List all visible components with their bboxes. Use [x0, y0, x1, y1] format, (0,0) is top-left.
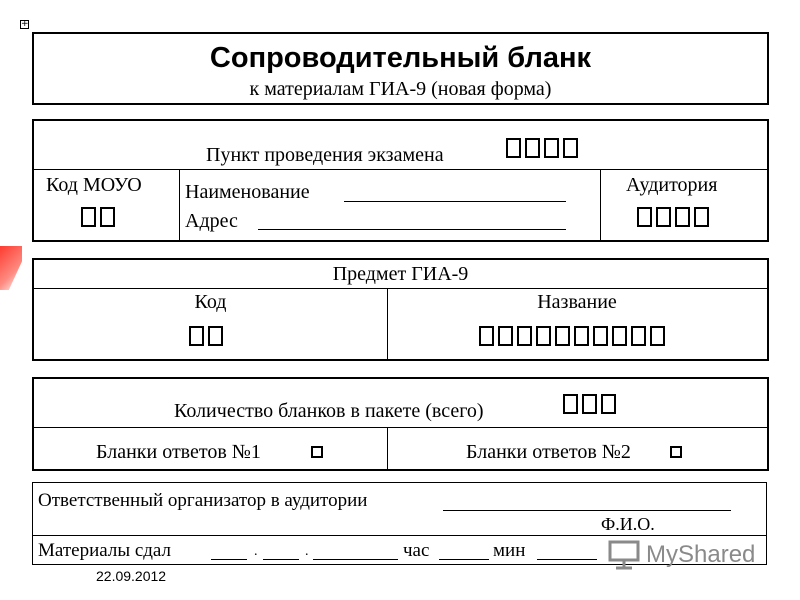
footer-date: 22.09.2012 — [96, 568, 167, 584]
name-cell[interactable] — [498, 326, 513, 346]
count-block — [32, 377, 769, 471]
subject-code-boxes[interactable] — [189, 326, 223, 346]
subject-block — [32, 258, 769, 361]
moyo-code-boxes[interactable] — [81, 207, 115, 227]
date-day-field[interactable] — [211, 559, 247, 560]
subject-name-label: Название — [537, 291, 617, 313]
name-cell[interactable] — [593, 326, 608, 346]
auditorium-label: Аудитория — [626, 174, 718, 196]
name-cell[interactable] — [612, 326, 627, 346]
answers1-checkbox[interactable] — [311, 446, 323, 458]
exam-point-code-boxes[interactable] — [506, 138, 578, 158]
count-cell[interactable] — [563, 394, 578, 414]
date-separator: . — [254, 544, 258, 559]
organizer-label: Ответственный организатор в аудитории — [38, 490, 368, 511]
code-cell[interactable] — [189, 326, 204, 346]
red-corner-decoration — [0, 246, 22, 290]
organizer-name-field[interactable] — [443, 510, 731, 511]
code-cell[interactable] — [81, 207, 96, 227]
table-move-handle-icon[interactable]: + — [21, 19, 29, 29]
exam-point-label: Пункт проведения экзамена — [206, 144, 444, 166]
code-cell[interactable] — [637, 207, 652, 227]
minutes-field[interactable] — [537, 559, 597, 560]
page-subtitle: к материалам ГИА-9 (новая форма) — [249, 78, 552, 100]
code-cell[interactable] — [525, 138, 540, 158]
hours-field[interactable] — [439, 559, 489, 560]
code-cell[interactable] — [563, 138, 578, 158]
code-cell[interactable] — [656, 207, 671, 227]
count-cell[interactable] — [601, 394, 616, 414]
subject-header: Предмет ГИА-9 — [332, 263, 469, 285]
code-cell[interactable] — [100, 207, 115, 227]
code-cell[interactable] — [544, 138, 559, 158]
code-cell[interactable] — [208, 326, 223, 346]
count-cell[interactable] — [582, 394, 597, 414]
date-separator: . — [305, 544, 309, 559]
code-cell[interactable] — [675, 207, 690, 227]
hours-label: час — [403, 540, 430, 561]
page-title: Сопроводительный бланк — [209, 42, 592, 74]
presentation-board-icon — [606, 540, 642, 570]
header-block — [32, 32, 769, 105]
handed-label: Материалы сдал — [38, 540, 172, 561]
address-label: Адрес — [185, 210, 238, 232]
moyo-code-label: Код МОУО — [46, 174, 142, 196]
name-cell[interactable] — [574, 326, 589, 346]
name-label: Наименование — [185, 181, 310, 203]
count-label: Количество бланков в пакете (всего) — [174, 400, 484, 422]
date-year-field[interactable] — [313, 559, 398, 560]
count-boxes[interactable] — [563, 394, 616, 414]
subject-code-label: Код — [194, 291, 227, 313]
name-cell[interactable] — [479, 326, 494, 346]
name-cell[interactable] — [536, 326, 551, 346]
date-month-field[interactable] — [263, 559, 299, 560]
name-cell[interactable] — [631, 326, 646, 346]
fio-caption: Ф.И.О. — [601, 514, 655, 534]
code-cell[interactable] — [694, 207, 709, 227]
address-field[interactable] — [258, 229, 566, 230]
answers2-label: Бланки ответов №2 — [466, 441, 631, 463]
name-cell[interactable] — [650, 326, 665, 346]
exam-point-block — [32, 119, 769, 242]
logo-text: MyShared — [646, 541, 756, 568]
subject-name-boxes[interactable] — [479, 326, 665, 346]
answers1-label: Бланки ответов №1 — [96, 441, 261, 463]
auditorium-code-boxes[interactable] — [637, 207, 709, 227]
name-field[interactable] — [344, 201, 566, 202]
answers2-checkbox[interactable] — [670, 446, 682, 458]
myshared-logo — [606, 540, 755, 570]
name-cell[interactable] — [555, 326, 570, 346]
code-cell[interactable] — [506, 138, 521, 158]
minutes-label: мин — [493, 540, 526, 561]
name-cell[interactable] — [517, 326, 532, 346]
